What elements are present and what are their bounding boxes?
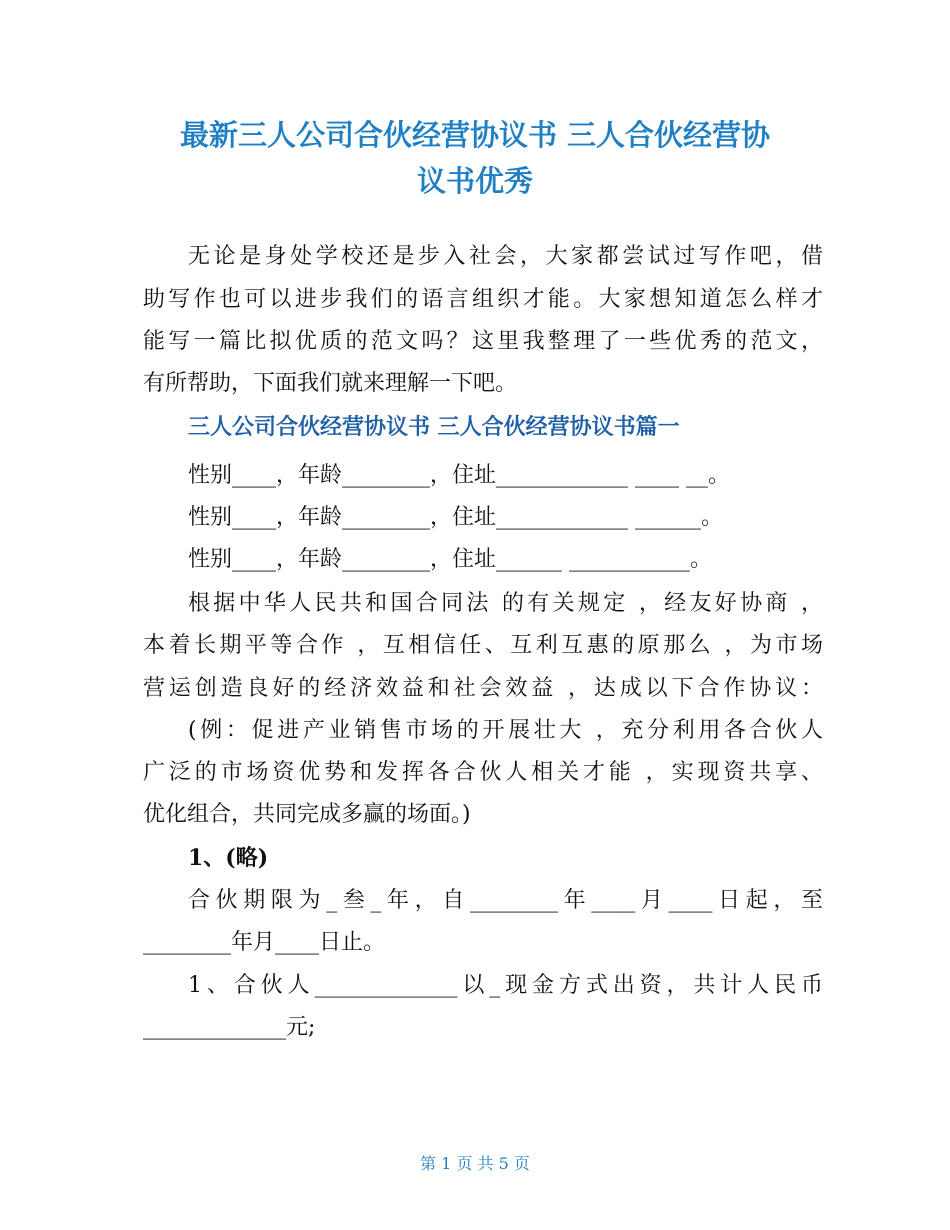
intro-line-2: 助写作也可以进步我们的语言组织才能。大家想知道怎么样才 bbox=[143, 287, 823, 312]
term-line-1: 合伙期限为_叁_年，自________年____月____日起，至 bbox=[188, 888, 823, 913]
item-1-heading: 1、(略) bbox=[188, 845, 269, 871]
agreement-line-2: 本着长期平等合作 ，互相信任、互利互惠的原那么 ，为市场 bbox=[143, 633, 823, 658]
capital-line-2: _____________元; bbox=[143, 1015, 316, 1040]
intro-line-3: 能写一篇比拟优质的范文吗？这里我整理了一些优秀的范文， bbox=[143, 329, 823, 354]
example-line-2: 广泛的市场资优势和发挥各合伙人相关才能 ，实现资共享、 bbox=[143, 760, 823, 785]
term-line-2: ________年月____日止。 bbox=[143, 930, 386, 955]
capital-line-1: 1、合伙人_____________以_现金方式出资，共计人民币 bbox=[188, 973, 823, 998]
partner-line-2: 性别____，年龄________，住址____________ ______。 bbox=[188, 505, 723, 530]
document-title-line-2: 议书优秀 bbox=[416, 164, 533, 198]
section-heading: 三人公司合伙经营协议书 三人合伙经营协议书篇一 bbox=[188, 415, 680, 440]
intro-line-1: 无论是身处学校还是步入社会，大家都尝试过写作吧，借 bbox=[188, 244, 823, 269]
example-line-3: 优化组合，共同完成多赢的场面。) bbox=[143, 802, 471, 827]
page-number-footer: 第 1 页 共 5 页 bbox=[420, 1154, 530, 1173]
intro-line-4: 有所帮助，下面我们就来理解一下吧。 bbox=[143, 371, 518, 396]
document-title bbox=[120, 112, 830, 204]
partner-line-3: 性别____，年龄________，住址______ ___________。 bbox=[188, 547, 712, 572]
document-title-line-1: 最新三人公司合伙经营协议书 三人合伙经营协 bbox=[179, 118, 771, 152]
example-line-1: (例：促进产业销售市场的开展壮大 ，充分利用各合伙人 bbox=[188, 718, 823, 743]
agreement-line-3: 营运创造良好的经济效益和社会效益 ，达成以下合作协议： bbox=[143, 676, 823, 701]
agreement-line-1: 根据中华人民共和国合同法 的有关规定 ，经友好协商 ， bbox=[188, 591, 823, 616]
partner-line-1: 性别____，年龄________，住址____________ ____ __。 bbox=[188, 463, 730, 488]
